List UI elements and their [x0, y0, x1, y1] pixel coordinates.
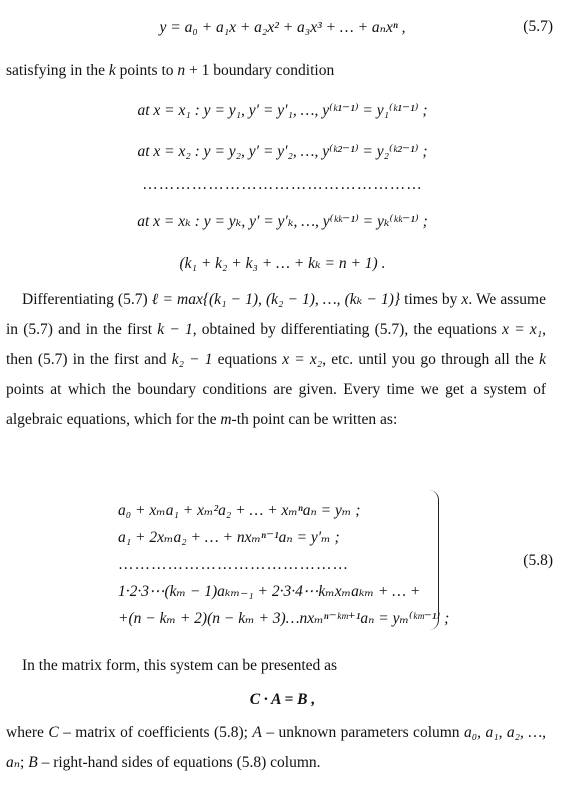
- x-eq-x2: x = x₂: [282, 351, 323, 368]
- var-k: k: [539, 351, 547, 368]
- matrix-equation: C · A = B ,: [249, 691, 316, 708]
- text: , etc. until you go through all the: [322, 351, 540, 368]
- right-brace: [424, 490, 439, 630]
- text: equations: [212, 351, 283, 368]
- var-x: x: [461, 291, 469, 308]
- intro-text: points to: [115, 62, 178, 79]
- equation-5-8-system: [118, 497, 449, 632]
- condition-dots: ……………………………………………: [142, 176, 423, 193]
- text: , then (5.7) in the first and: [6, 321, 546, 368]
- paragraph-differentiating: [6, 285, 546, 435]
- text: Differentiating (5.7): [22, 291, 152, 308]
- var-c: C: [48, 724, 59, 741]
- x-eq-x1: x = x₁: [502, 321, 543, 338]
- paragraph-where: [6, 718, 546, 778]
- equation-number-5-8: (5.8): [523, 552, 553, 569]
- intro-text: + 1 boundary condition: [185, 62, 335, 79]
- intro-text: satisfying in the: [6, 62, 109, 79]
- var-a: A: [252, 724, 262, 741]
- intro-n: n: [177, 62, 186, 79]
- text: – unknown parameters column: [261, 724, 464, 741]
- system-line-2: a₁ + 2xₘa₂ + … + nxₘⁿ⁻¹aₙ = y′ₘ ;: [118, 529, 340, 546]
- var-m: m: [220, 411, 232, 428]
- intro-k: k: [108, 62, 116, 79]
- system-dots: ……………………………………: [118, 556, 349, 573]
- text: , obtained by differentiating (5.7), the equations: [192, 321, 503, 338]
- system-line-5: +(n − kₘ + 2)(n − kₘ + 3)…nxₘⁿ⁻ᵏᵐ⁺¹aₙ = yₘ⁽ᵏᵐ⁻¹⁾ ;: [118, 610, 450, 627]
- ell-formula: ℓ = max{(k₁ − 1), (k₂ − 1), …, (kₖ − 1)}: [151, 291, 401, 308]
- text: – matrix of coefficients (5.8);: [58, 724, 253, 741]
- condition-row-1: at x = x₁ : y = y₁, y′ = y′₁, …, y⁽ᵏ¹⁻¹⁾ = y₁⁽ᵏ¹⁻¹⁾ ;: [137, 102, 428, 119]
- text: -th point can be written as:: [231, 411, 398, 428]
- intro-line: [6, 62, 334, 80]
- equation-number-5-7: (5.7): [523, 18, 553, 35]
- condition-sum: (k₁ + k₂ + k₃ + … + kₖ = n + 1) .: [179, 255, 386, 272]
- text: points at which the boundary conditions are given. Every time we get a system of algebraic equations, which for the: [6, 381, 546, 428]
- condition-row-k: at x = xₖ : y = yₖ, y′ = y′ₖ, …, y⁽ᵏᵏ⁻¹⁾ = yₖ⁽ᵏᵏ⁻¹⁾ ;: [137, 213, 428, 230]
- text: ;: [20, 754, 29, 771]
- var-b: B: [28, 754, 38, 771]
- system-line-4: 1·2·3⋯(kₘ − 1)aₖₘ₋₁ + 2·3·4⋯kₘxₘaₖₘ + … +: [118, 583, 421, 600]
- text: – right-hand sides of equations (5.8) column.: [37, 754, 321, 771]
- k2-minus-1: k₂ − 1: [171, 351, 213, 368]
- system-line-1: a₀ + xₘa₁ + xₘ²a₂ + … + xₘⁿaₙ = yₘ ;: [118, 502, 361, 519]
- equation-5-7: y = a₀ + a₁x + a₂x² + a₃x³ + … + aₙxⁿ ,: [159, 19, 406, 36]
- paragraph-matrix-form: In the matrix form, this system can be presented as: [22, 657, 338, 674]
- params-list: a₀, a₁, a₂, …, aₙ: [6, 724, 547, 771]
- k-minus-1: k − 1: [157, 321, 193, 338]
- text: where: [6, 724, 49, 741]
- text: times by: [400, 291, 462, 308]
- condition-row-2: at x = x₂ : y = y₂, y′ = y′₂, …, y⁽ᵏ²⁻¹⁾ = y₂⁽ᵏ²⁻¹⁾ ;: [137, 143, 428, 160]
- text: . We assume in (5.7) and in the first: [6, 291, 546, 338]
